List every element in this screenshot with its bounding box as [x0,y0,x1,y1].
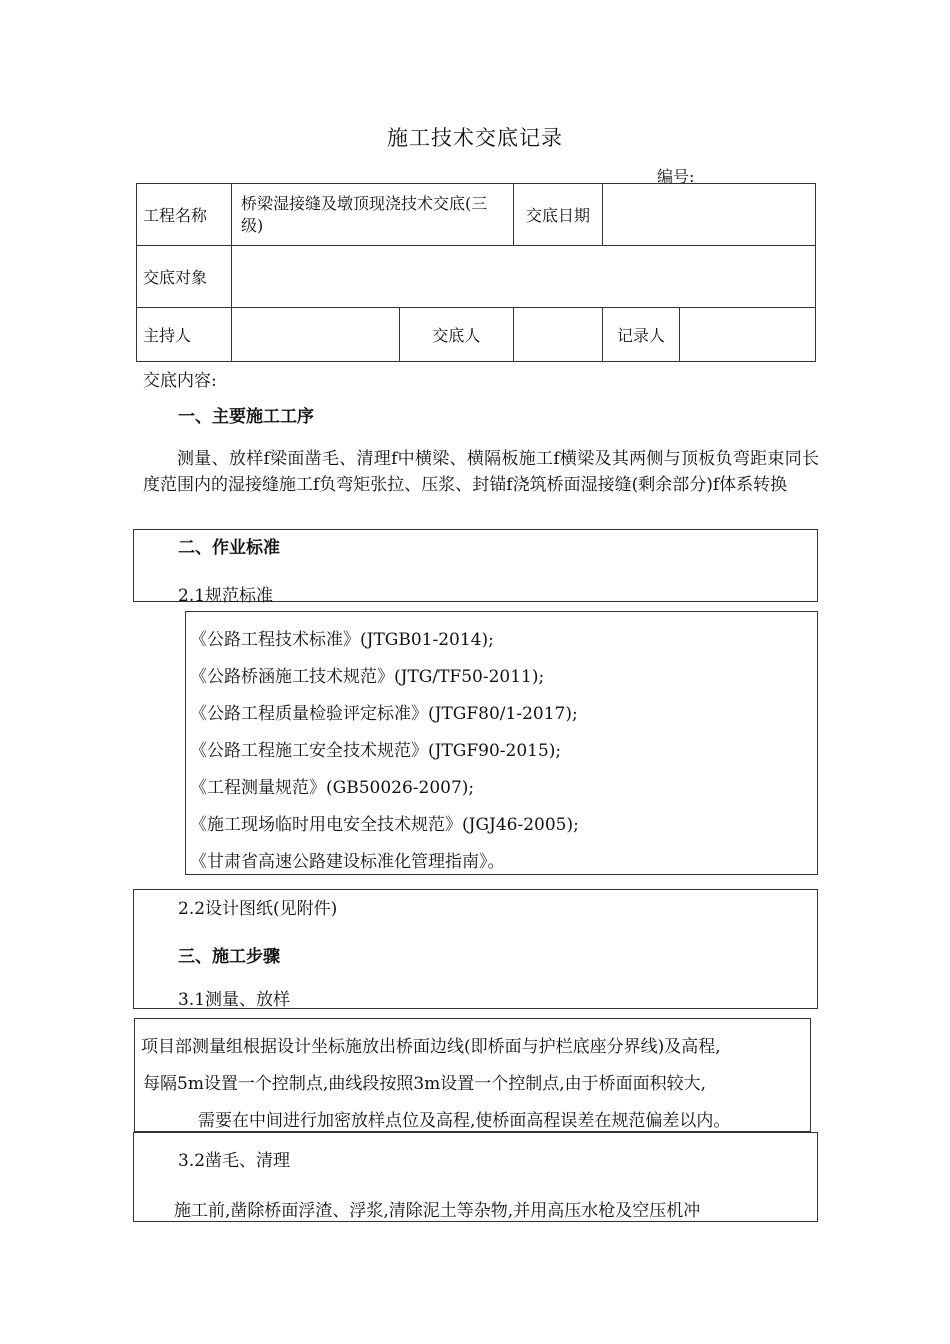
section2-2-heading: 2.2设计图纸(见附件) [178,899,338,919]
section2-heading: 二、作业标准 [178,538,280,558]
standard-item: 《公路工程技术标准》(JTGB01-2014); [190,630,494,650]
survey-text-line: 需要在中间进行加密放样点位及高程,使桥面高程误差在规范偏差以内。 [198,1111,731,1131]
project-name-label: 工程名称 [137,184,232,246]
section1-heading: 一、主要施工工序 [178,407,314,427]
standard-item: 《工程测量规范》(GB50026-2007); [190,778,475,798]
host-value [232,308,400,362]
content-label: 交底内容: [143,371,217,391]
standard-item: 《公路桥涵施工技术规范》(JTG/TF50-2011); [190,667,545,687]
handover-target-label: 交底对象 [137,246,232,308]
survey-text-line: 项目部测量组根据设计坐标施放出桥面边线(即桥面与护栏底座分界线)及高程, [141,1037,721,1057]
section2-2-box [133,889,818,1009]
project-name-value: 桥梁湿接缝及墩顶现浇技术交底(三级) [232,184,514,246]
section2-1-heading: 2.1规范标准 [178,586,274,606]
standard-item: 《公路工程施工安全技术规范》(JTGF90-2015); [190,741,562,761]
presenter-label: 交底人 [399,308,513,362]
standard-item: 《甘肃省高速公路建设标准化管理指南》。 [190,852,505,872]
survey-text-box [134,1018,811,1132]
survey-text-line: 每隔5m设置一个控制点,曲线段按照3m设置一个控制点,由于桥面面积较大, [143,1074,707,1094]
handover-date-value [603,184,816,246]
standards-list-box [185,611,818,875]
document-number-label: 编号: [657,167,695,186]
section3-2-heading: 3.2凿毛、清理 [178,1151,291,1171]
cleaning-text-line: 施工前,凿除桥面浮渣、浮浆,清除泥土等杂物,并用高压水枪及空压机冲 [174,1201,701,1221]
section3-2-box [133,1132,818,1222]
section2-header-box [133,529,818,606]
handover-target-value [232,246,816,308]
handover-date-label: 交底日期 [514,184,603,246]
host-label: 主持人 [137,308,232,362]
section3-1-heading: 3.1测量、放样 [178,990,291,1010]
presenter-value [514,308,603,362]
standard-item: 《施工现场临时用电安全技术规范》(JGJ46-2005); [190,815,579,835]
info-table [136,183,816,362]
section1-body: 测量、放样f梁面凿毛、清理f中横梁、横隔板施工f横梁及其两侧与顶板负弯距束同长度范围内的湿接缝施工f负弯矩张拉、压浆、封锚f浇筑桥面湿接缝(剩余部分)f体系转换 [143,449,819,495]
recorder-label: 记录人 [603,308,680,362]
standard-item: 《公路工程质量检验评定标准》(JTGF80/1-2017); [190,704,578,724]
section3-heading: 三、施工步骤 [178,947,280,967]
page-title: 施工技术交底记录 [387,126,563,150]
recorder-value [680,308,816,362]
